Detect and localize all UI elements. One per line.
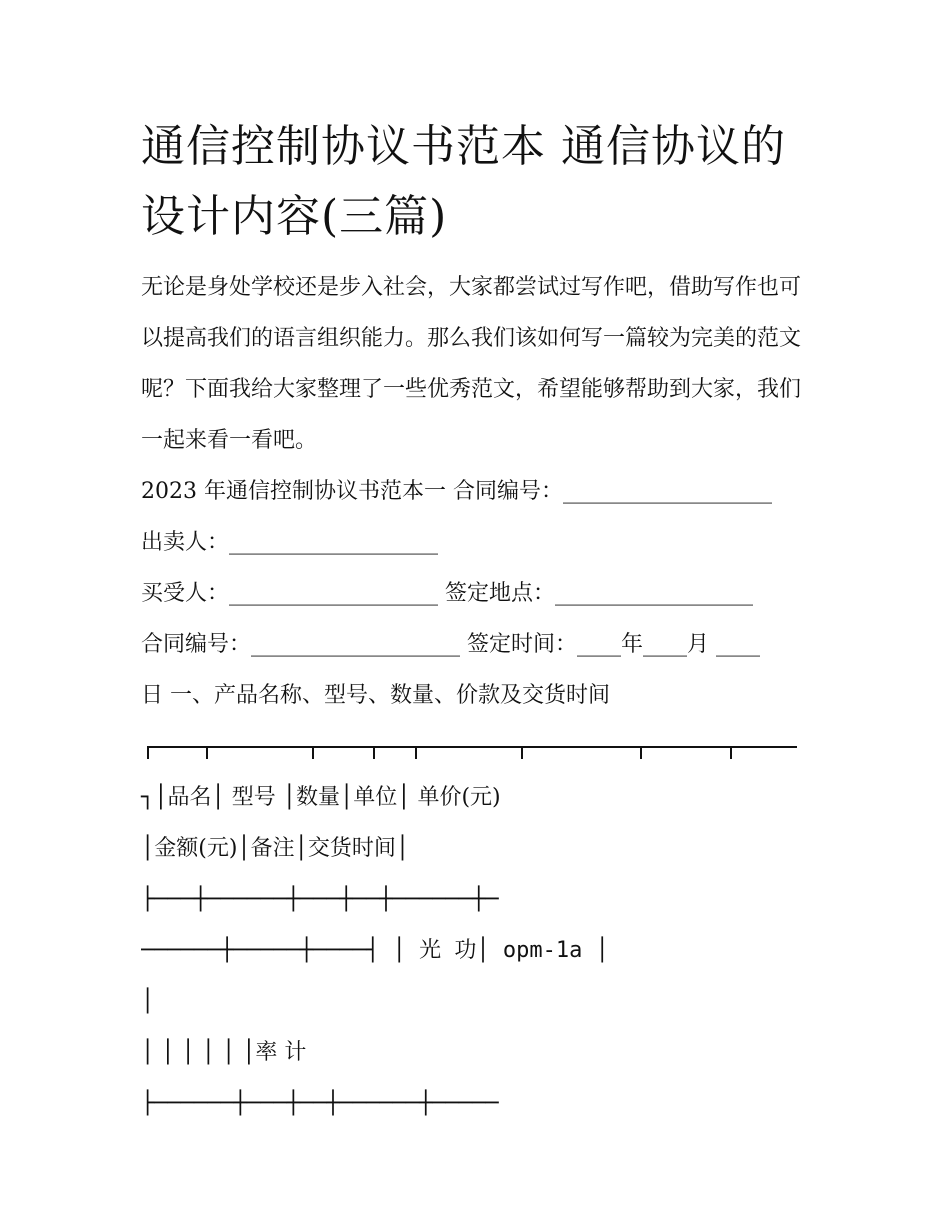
contract-number-line: 2023 年通信控制协议书范本一 合同编号：___________________ <box>141 479 772 504</box>
section-heading-line: 日 一、产品名称、型号、数量、价款及交货时间 <box>141 683 610 708</box>
intro-paragraph: 无论是身处学校还是步入社会，大家都尝试过写作吧，借助写作也可以提高我们的语言组织能力。那么我们该如何写一篇较为完美的范文呢？下面我给大家整理了一些优秀范文，希望能够帮助到大家，我们一起来看一看吧。 <box>141 275 802 453</box>
document-page <box>141 112 809 1129</box>
document-title: 通信控制协议书范本 通信协议的设计内容(三篇) <box>141 121 786 242</box>
table-divider-2: ──────┼─────┼────┤ │ 光 功│ opm-1a │ <box>141 938 609 963</box>
buyer-line: 买受人：___________________ 签定地点：__________________ <box>141 581 753 606</box>
table-divider-3: │ <box>141 989 155 1014</box>
table-divider-4: ├──────┼───┼──┼──────┼───── <box>141 1091 499 1116</box>
table-header-row-1: ┐│品名│ 型号 │数量│单位│ 单价(元) <box>141 785 501 810</box>
table-data-row-1: │ │ │ │ │ │率 计 <box>141 1040 307 1065</box>
signing-time-line: 合同编号：___________________ 签定时间：____年____月 ____ <box>141 632 760 657</box>
seller-line: 出卖人：___________________ <box>141 530 439 555</box>
table-header-row-2: │金额(元)│备注│交货时间│ <box>141 836 410 861</box>
table-divider-1: ├───┼──────┼───┼──┼──────┼─ <box>141 887 499 912</box>
table-top-border-graphic <box>141 743 801 763</box>
table-top-border <box>141 721 809 772</box>
